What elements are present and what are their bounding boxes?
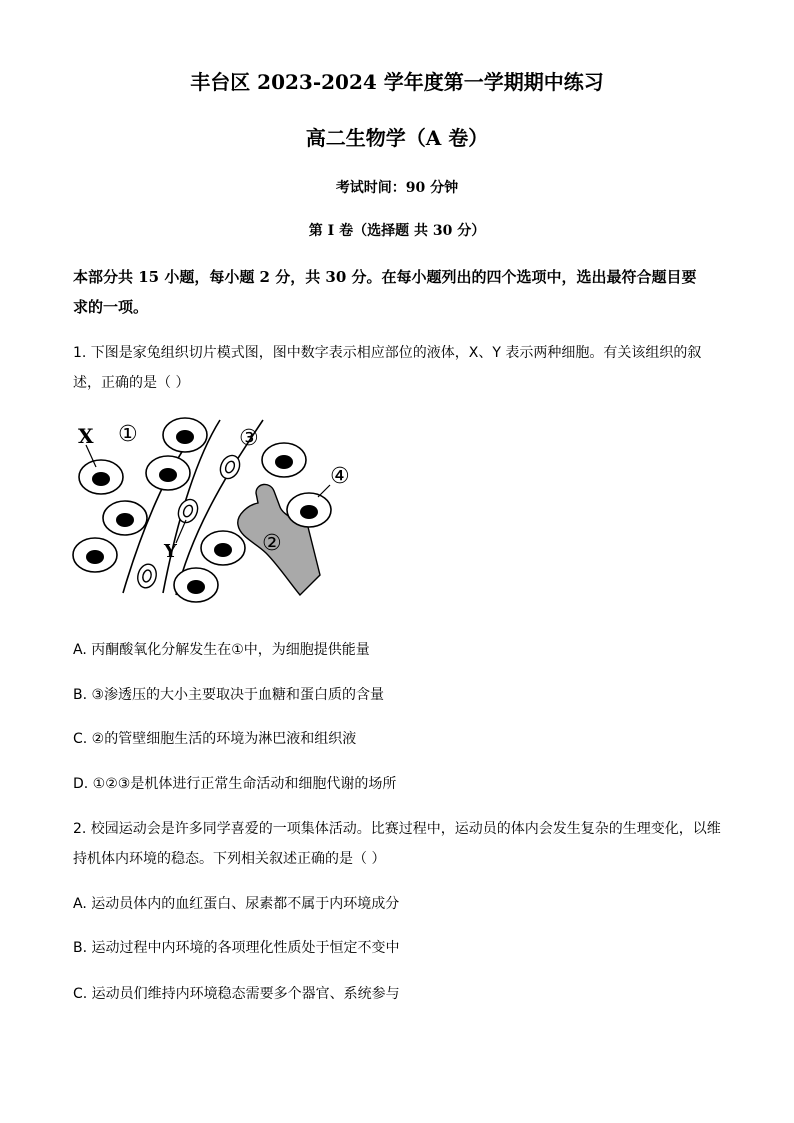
question-1-option-b: B. ③渗透压的大小主要取决于血糖和蛋白质的含量 [73, 687, 385, 703]
question-2-option-a: A. 运动员体内的血红蛋白、尿素都不属于内环境成分 [73, 896, 400, 912]
label-fluid-4: ④ [330, 464, 350, 489]
label-x: X [78, 424, 94, 448]
question-1-option-d: D. ①②③是机体进行正常生命活动和细胞代谢的场所 [73, 776, 397, 792]
label-fluid-2: ② [262, 531, 282, 556]
instructions-line-1: 本部分共 15 小题，每小题 2 分，共 30 分。在每小题列出的四个选项中，选出最符合题目要 [73, 268, 697, 286]
question-2-stem-line-1: 2. 校园运动会是许多同学喜爱的一项集体活动。比赛过程中，运动员的体内会发生复杂的生理变化，以维 [73, 821, 721, 837]
label-fluid-1: ① [118, 422, 138, 447]
instructions-line-2: 求的一项。 [73, 298, 149, 316]
section-heading: 第 I 卷（选择题 共 30 分） [308, 223, 486, 239]
question-1-option-a: A. 丙酮酸氧化分解发生在①中，为细胞提供能量 [73, 642, 370, 658]
question-2-stem-line-2: 持机体内环境的稳态。下列相关叙述正确的是（ ） [73, 851, 386, 867]
question-2-option-b: B. 运动过程中内环境的各项理化性质处于恒定不变中 [73, 940, 400, 956]
label-y: Y [164, 541, 177, 562]
page-title: 丰台区 2023-2024 学年度第一学期期中练习 [190, 70, 604, 94]
subject-title: 高二生物学（A 卷） [305, 126, 489, 150]
question-1-option-c: C. ②的管壁细胞生活的环境为淋巴液和组织液 [73, 731, 357, 747]
tissue-section-diagram [68, 415, 358, 610]
question-2-option-c: C. 运动员们维持内环境稳态需要多个器官、系统参与 [73, 986, 400, 1002]
label-fluid-3: ③ [239, 426, 259, 451]
exam-time: 考试时间：90 分钟 [335, 180, 459, 196]
question-1-stem-line-2: 述，正确的是（ ） [73, 375, 190, 391]
question-1-stem-line-1: 1. 下图是家兔组织切片模式图，图中数字表示相应部位的液体，X、Y 表示两种细胞。有关该组织的叙 [73, 345, 702, 361]
